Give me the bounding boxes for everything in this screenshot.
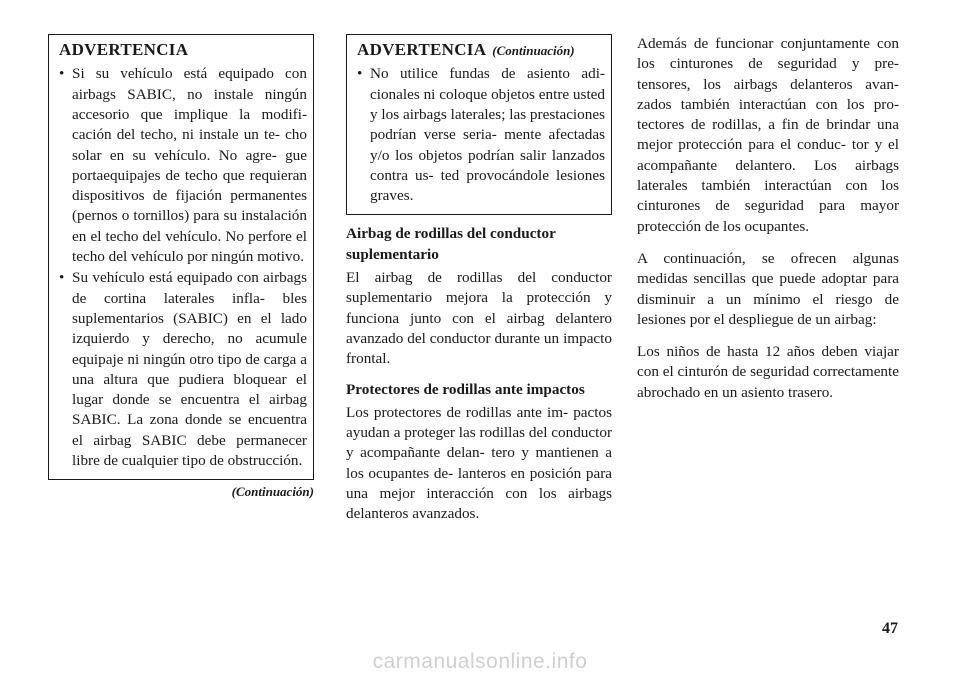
left-column bbox=[48, 34, 314, 500]
paragraph-safety-measures: A continuación, se ofrecen algunas medidas sencillas que puede adoptar para disminuir a un mínimo el riesgo de lesiones por el despliegue de un airbag: bbox=[637, 249, 899, 328]
warning-continued-label: (Continuación) bbox=[492, 43, 575, 58]
warning-list bbox=[357, 64, 605, 206]
section-heading-knee-bolsters: Protectores de rodillas ante impactos bbox=[346, 380, 585, 398]
section-text-knee-airbag: El airbag de rodillas del conductor suplementario mejora la protección y funciona junto con el airbag delantero avanzado del conductor durante un impacto frontal. bbox=[346, 269, 612, 368]
page-number: 47 bbox=[882, 620, 898, 637]
warning-title bbox=[357, 40, 605, 60]
section-text-knee-bolsters: Los protectores de rodillas ante im- pactos ayudan a proteger las rodillas del conductor y acompañante delan- tero y mantienen a los ocupantes de- lanteros en posición para una mejor interacción con los airbags delanteros avanzados. bbox=[346, 403, 612, 523]
warning-box bbox=[48, 34, 314, 480]
right-column bbox=[637, 34, 899, 415]
warning-title-text: ADVERTENCIA bbox=[357, 40, 487, 59]
warning-item: • Si su vehículo está equipado con airbags SABIC, no instale ningún accesorio que implique la modifi- cación del techo, ni instale un te- cho solar en su vehículo. No agre- gue portaequipajes de techo que requieran dispositivos de fijación permanentes (pernos o tornillos) para su instalación en el techo del vehículo. No perfore el techo del vehículo por ningún motivo. bbox=[59, 64, 307, 267]
warning-item: • Su vehículo está equipado con airbags de cortina laterales infla- bles suplementarios (SABIC) en el lado izquierdo y derecho, no acumule equipaje ni ningún otro tipo de carga a una altura que pudiera bloquear el lugar donde se encuentra el airbag SABIC. La zona donde se encuentra el airbag SABIC debe permanecer libre de cualquier tipo de obstrucción. bbox=[59, 268, 307, 471]
section-heading-knee-airbag: Airbag de rodillas del conductor suplementario bbox=[346, 225, 556, 263]
continued-label: (Continuación) bbox=[231, 484, 314, 500]
warning-list bbox=[59, 64, 307, 471]
warning-item: • No utilice fundas de asiento adi- cionales ni coloque objetos entre usted y los airbags laterales; las prestaciones podrían verse seria- mente afectadas y/o los objetos podrían salir lanzados contra us- ted provocándole lesiones graves. bbox=[357, 64, 605, 206]
paragraph-airbag-interaction: Además de funcionar conjuntamente con los cinturones de seguridad y pre- tensores, los airbags delanteros avan- zados también interactúan con los pro- tectores de rodillas, a fin de brindar una mejor protección para el conduc- tor y el acompañante delantero. Los airbags laterales también interactúan con los cinturones de seguridad para mayor protección de los ocupantes. bbox=[637, 35, 899, 235]
warning-box-continued bbox=[346, 34, 612, 215]
middle-column bbox=[346, 34, 612, 535]
warning-title: ADVERTENCIA bbox=[59, 40, 189, 59]
watermark: carmanualsonline.info bbox=[372, 650, 588, 673]
paragraph-children-seating: Los niños de hasta 12 años deben viajar con el cinturón de seguridad correctamente abrochado en un asiento trasero. bbox=[637, 343, 899, 401]
